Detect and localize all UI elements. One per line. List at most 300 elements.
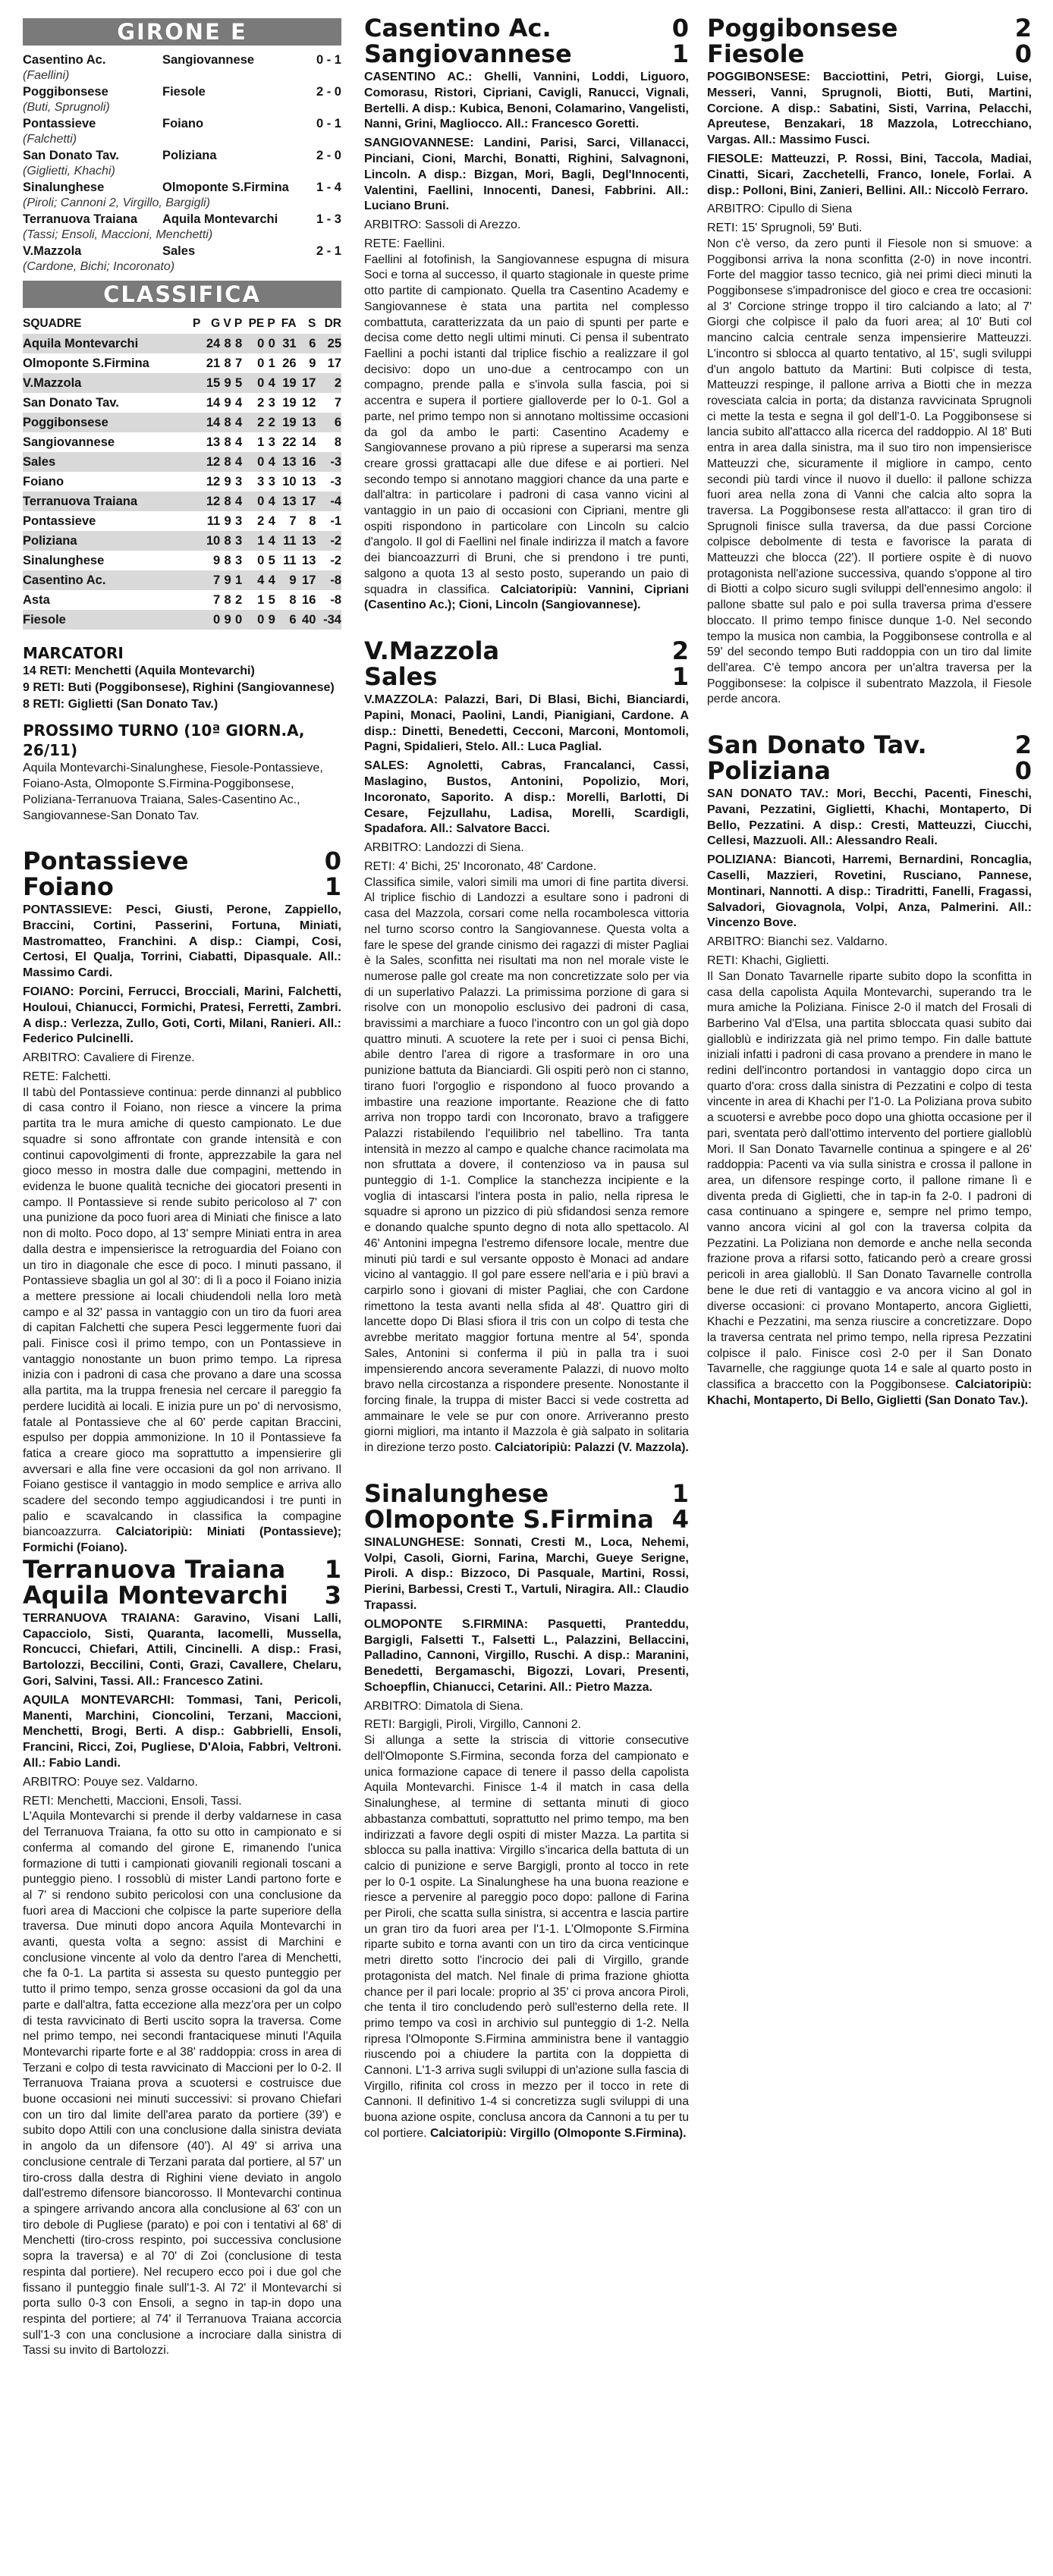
scorer-line: 14 RETI: Menchetti (Aquila Montevarchi) xyxy=(23,664,255,677)
lineup-home-players: Bacciottini, Petri, Giorgi, Luise, Messeri, Vanni, Sprugnoli, Biotti, Buti, Martini, Corcione. A disp.: Sabatini, Sisti, Varrina, Pelacchi, Apreutese, Benzakari, 18 Mazzola, Lotrecchiano, Vargas. All.: Massimo Fusci. xyxy=(707,71,1032,147)
result-scorers: (Falchetti) xyxy=(23,133,77,146)
standings-cell: 40 xyxy=(302,613,316,627)
standings-cell: 6 xyxy=(289,613,297,627)
lineup-away-team: FIESOLE: xyxy=(707,152,763,165)
standings-cell: 4 xyxy=(268,376,275,390)
result-row xyxy=(23,243,341,259)
standings-cell: -8 xyxy=(330,593,341,607)
standings-cell: 2 xyxy=(334,376,341,390)
best-players: Calciatoripiù: Miniati (Pontassieve); Formichi (Foiano). xyxy=(23,1525,342,1555)
standings-col-header: P xyxy=(234,317,243,330)
lineup-home xyxy=(23,1611,341,1690)
standings-cell: 3 xyxy=(268,396,275,410)
standings-cell: 8 xyxy=(334,435,341,449)
prossimo-text: Aquila Montevarchi-Sinalunghese, Fiesole-Pontassieve, Foiano-Asta, Olmoponte S.Firmina-Poggibonsese, Poliziana-Terranuova Traiana, Sales-Casentino Ac., Sangiovannese-San Donato Tav. xyxy=(23,762,323,822)
goals: RETI: Menchetti, Maccioni, Ensoli, Tassi. xyxy=(23,1794,242,1808)
referee: ARBITRO: Pouye sez. Valdarno. xyxy=(23,1775,198,1789)
standings-cell: 4 xyxy=(268,573,275,587)
standings-cell: 17 xyxy=(302,376,316,390)
result-scorers: (Tassi; Ensoli, Maccioni, Menchetti) xyxy=(23,228,213,241)
lineup-away-players: Landini, Parisi, Sarci, Villanacci, Pinciani, Cioni, Marchi, Bonatti, Righini, Salvagnoni, Lincoln. A disp.: Bizgan, Mori, Bagli, Degl'Innocenti, Valentini, Faellini, Innocenti, Danesi, Fabbrini. All.: Luciano Bruni. xyxy=(364,137,689,213)
away-score: 0 xyxy=(1014,756,1032,786)
standings-cell: 2 xyxy=(257,514,265,528)
home-team: San Donato Tav. xyxy=(707,730,927,760)
match-header-away xyxy=(364,661,689,691)
match-header-home xyxy=(707,15,1032,41)
away-score: 1 xyxy=(324,872,341,901)
result-row xyxy=(23,147,341,164)
standings-cell: 2 xyxy=(235,593,243,607)
standings-col-header: S xyxy=(308,317,316,330)
girone-header: GIRONE E xyxy=(23,18,341,46)
standings-cell: 4 xyxy=(268,514,275,528)
standings-cell: 3 xyxy=(268,435,275,449)
match-sinalunghese xyxy=(364,1478,690,2142)
lineup-home-team: CASENTINO AC.: xyxy=(364,71,473,83)
standings-cell: 8 xyxy=(224,554,231,567)
result-away: Aquila Montevarchi xyxy=(162,212,278,226)
standings-cell: 11 xyxy=(283,534,297,548)
standings-cell: 10 xyxy=(282,475,297,488)
standings-cell: -3 xyxy=(330,475,341,488)
match-poggibonsese xyxy=(707,15,1032,708)
lineup-away xyxy=(364,1617,689,1696)
standings-cell: 21 xyxy=(206,357,221,370)
match-report xyxy=(364,1733,689,2141)
result-row xyxy=(23,52,341,68)
standings-cell: 2 xyxy=(257,416,265,429)
column-left xyxy=(23,15,341,2359)
standings-cell: 4 xyxy=(268,455,275,469)
standings-cell: 11 xyxy=(206,514,221,528)
match-header-home xyxy=(23,1554,341,1584)
lineup-home xyxy=(364,1535,689,1614)
goals: RETI: Bargigli, Piroli, Virgillo, Cannoni 2. xyxy=(364,1718,582,1732)
standings-cell: 13 xyxy=(282,495,297,508)
result-score: 0 - 1 xyxy=(316,53,341,67)
match-header-home xyxy=(364,1478,689,1508)
match-sandonato xyxy=(707,732,1032,1409)
home-score: 0 xyxy=(324,847,341,875)
standings-cell: -4 xyxy=(330,495,341,508)
result-score: 0 - 1 xyxy=(316,117,341,130)
result-scorers: (Buti, Sprugnoli) xyxy=(23,101,110,114)
away-team: Sales xyxy=(364,661,438,691)
standings-row xyxy=(23,610,341,630)
standings-row xyxy=(23,353,341,373)
standings-cell: 1 xyxy=(257,593,265,607)
standings-cell: 14 xyxy=(302,435,316,449)
standings-cell: 24 xyxy=(206,337,221,350)
away-score: 1 xyxy=(671,661,689,691)
report-text: Classifica simile, valori simili ma umori di fine partita diversi. Al triplice fischio di Landozzi a esultare sono i padroni di casa del Mazzola, corsari come nella rocambolesca vittoria nel turno scorso contro la Sangiovannese. Questa volta a fare le spese del grande cinismo dei ragazzi di mister Pagliai è la Sales, sconfitta nei risultati ma non nel morale viste le numerose palle gol create ma non concretizzate solo per via di un superlativo Palazzi. La primissima porzione di gara si risolve con un monopolio esclusivo dei padroni di casa, bravissimi a marchiare a fuoco l'incontro con un gol già dopo quattro minuti. A scuotere la rete per i suoi ci pensa Bichi, abile dentro l'area di rigore a trasformare in oro una punizione battuta da Bianciardi. Gli ospiti però non ci stanno, tirano fuori l'orgoglio e rispondono al fuoco provando a imbastire una reazione importante. Reazione che di fatto arriva non troppo tardi con Incoronato, bravo a trafiggere Palazzi ristabilendo l'equilibrio nel tabellino. Tra tanta intensità in mezzo al campo e qualche chance racimolata ma non sfruttata a dovere, il contenzioso va in pausa sul punteggio di 1-1. Complice la stanchezza incipiente e la voglia di intascarsi l'intera posta in palio, nella ripresa le squadre si aprono un pizzico di più sfidandosi senza remore e donando qualche spunto degno di nota allo spettacolo. Al 46' Antonini impegna l'estremo difensore locale, mentre due minuti più tardi e sul versante opposto è Monaci ad andare vicino al vantaggio. Il gol pare essere nell'aria e i più bravi a carpirlo sono i giovani di mister Pagliai, che con Cardone rimettono la testa avanti nella sfida al 48'. Quattro giri di lancette dopo Di Blasi sfiora il tris con un colpo di testa che avrebbe meritato maggior fortuna mentre al 54', sponda Sales, Antonini si conferma il più in palla tra i suoi impensierendo ancora severamente Palazzi, di nuovo molto bravo nella circostanza a rispondere presente. Nonostante il forcing finale, la truppa di mister Bacci si vede costretta ad ammainare le vele se pur con onore. Arriveranno presto giorni migliori, ma intanto il Mazzola è già salpato in solitaria in direzione terzo posto. xyxy=(364,875,689,1455)
standings-cell: 19 xyxy=(282,416,297,429)
standings-team: Poliziana xyxy=(23,534,77,548)
standings-cell: 12 xyxy=(302,396,316,410)
standings-cell: 7 xyxy=(289,514,297,528)
best-players: Calciatoripiù: Virgillo (Olmoponte S.Firmina). xyxy=(429,2126,687,2140)
standings-cell: 8 xyxy=(235,337,243,350)
result-score: 1 - 4 xyxy=(316,181,341,194)
standings-cell: 0 xyxy=(257,376,265,390)
lineup-home xyxy=(364,693,689,756)
goals: RETI: 4' Bichi, 25' Incoronato, 48' Cardone. xyxy=(364,859,597,873)
home-score: 2 xyxy=(671,636,689,665)
report-text: Il tabù del Pontassieve continua: perde dinnanzi al pubblico di casa contro il Foiano, non riesce a vincere la prima partita tra le mura amiche di questo campionato. Le due squadre si sono affrontate con grande intensità e con continui capovolgimenti di fronte, apprezzabile la gara nel gioco messo in mostra dalle due compagini, mettendo in evidenza le buone qualità tecniche dei giocatori presenti in campo. Il Pontassieve si rende subito pericoloso al 7' con una punizione da poco fuori area di Miniati che finisce a lato non di molto. Poco dopo, al 13' sempre Miniati entra in area dalla destra e impensierisce la retroguardia del Foiano con un tiro in diagonale che esce di poco. I minuti passano, il Pontassieve sbaglia un gol al 30': di lì a poco il Foiano inizia a mettere pressione ai locali chiudendoli nella loro metà campo e al 32' passa in vantaggio con un tiro da fuori area di capitan Falchetti che supera Pesci leggermente fuori dai pali. Finisce così il primo tempo, con un Pontassieve in vantaggio nonostante un buon primo tempo. La ripresa inizia con i padroni di casa che provano a dare una scossa alla partita, ma la truppa frenesia nel cercare il pareggio fa perdere lucidità ai locali. E inizia pure un po' di nervosismo, fatale al Pontassieve che al 60' perde capitan Braccini, espulso per doppia ammonizione. In 10 il Pontassieve fa fatica a creare gioco ma soprattutto a impensierire gli avversari e alla fine vere occasioni da gol non arrivano. Il Foiano gestisce il vantaggio in modo semplice e arriva allo scadere del secondo tempo aggiudicandosi i tre punti in palio e scavalcando in classifica la compagine biancoazzurra. xyxy=(23,1085,341,1539)
lineup-away-players: Pasquetti, Pranteddu, Bargigli, Falsetti T., Falsetti L., Palazzini, Bellaccini, Palladino, Cannoni, Virgillo, Ruschi. A disp.: Maranini, Benedetti, Bergamaschi, Bigozzi, Lovari, Presenti, Schoepflin, Chianucci, Cetarini. All.: Pietro Mazza. xyxy=(364,1617,690,1694)
standings-cell: 4 xyxy=(235,455,243,469)
lineup-home xyxy=(23,903,341,982)
referee: ARBITRO: Dimatola di Siena. xyxy=(364,1699,523,1713)
away-score: 4 xyxy=(671,1504,689,1534)
prossimo-title: PROSSIMO TURNO (10ª GIORN.A, 26/11) xyxy=(23,721,305,759)
home-score: 2 xyxy=(1014,730,1032,760)
result-home: Pontassieve xyxy=(23,117,96,130)
standings-cell: 3 xyxy=(235,554,243,567)
standings-cell: 13 xyxy=(206,435,221,449)
standings-cell: 9 xyxy=(224,514,231,528)
standings-cell: 0 xyxy=(257,554,265,567)
standings-cell: 14 xyxy=(206,416,221,429)
standings-cell: 7 xyxy=(235,357,243,370)
lineup-away xyxy=(23,985,341,1048)
lineup-away xyxy=(707,853,1032,931)
match-header-away xyxy=(364,1506,689,1532)
standings-team: Casentino Ac. xyxy=(23,573,106,587)
standings-team: Poggibonsese xyxy=(23,416,108,429)
home-team: Terranuova Traiana xyxy=(23,1554,286,1584)
result-scorers: (Piroli; Cannoni 2, Virgillo, Bargigli) xyxy=(23,196,210,209)
result-away: Sangiovannese xyxy=(162,53,255,67)
home-team: V.Mazzola xyxy=(364,636,500,665)
match-header-away xyxy=(707,41,1032,67)
column-middle xyxy=(364,15,689,2142)
standings-cell: 1 xyxy=(257,435,265,449)
standings-cell: 4 xyxy=(235,435,243,449)
standings-cell: 0 xyxy=(257,613,265,627)
result-scorers: (Giglietti, Khachi) xyxy=(23,165,115,177)
standings-row xyxy=(23,551,341,570)
match-header-away xyxy=(23,874,341,900)
standings-cell: 3 xyxy=(257,475,265,488)
result-score: 1 - 3 xyxy=(316,212,341,226)
standings-cell: 0 xyxy=(212,613,221,627)
standings-cell: 9 xyxy=(268,613,275,627)
match-header-home xyxy=(23,848,341,874)
standings-cell: 9 xyxy=(212,554,221,567)
standings-col-header: DR xyxy=(324,317,341,330)
report-text: L'Aquila Montevarchi si prende il derby valdarnese in casa del Terranuova Traiana, fa otto su otto in campionato e si conferma al comando del girone E, rimanendo l'unica formazione di tutti i campionati giovanili regionali toscani a punteggio pieno. I rossoblù di mister Landi partono forte e al 7' si rendono subito pericolosi con una conclusione da fuori area di Maccioni che colpisce la parte superiore della traversa. Due minuti dopo ancora Aquila Montevarchi in avanti, questa volta a segno: assist di Marchini e conclusione vincente al volo da dentro l'area di Menchetti, che fa 0-1. La partita si assesta su questo punteggio per tutto il primo tempo, senza grosse occasioni da gol da una parte e dall'altra, fatta eccezione alla mezz'ora per un colpo di testa ravvicinato di Berti uscito sopra la traversa. Come nel primo tempo, nei secondi frantaciquese minuti l'Aquila Montevarchi riparte forte e al 38' raddoppia: cross in area di Terzani e colpo di testa ravvicinato di Maccioni per lo 0-2. Il Terranuova Traiana prova a scuotersi e costruisce due buone occasioni nei minuti successivi: si provano Chiefari con un tiro dal limite dell'area parato da portiere (39') e subito dopo Attili con una conclusione dalla sinistra deviata in angolo da un difensore (40'). Al 49' si arriva una conclusione centrale di Terzani parata dal portiere, al 57' un tiro-cross dalla destra di Righini viene deviato in angolo dall'estremo difensore biancorosso. Il Montevarchi continua a spingere arrivando ancora alla conclusione al 63' con un tiro debole di Pugliese (parato) e poi con i tentativi al 68' di Menchetti (tiro-cross respinto, poi successiva conclusione sopra la traversa) e al 70' di Zoi (conclusione di testa respinta dal portiere). Nel recupero ecco poi i due gol che fissano il punteggio finale sull'1-3. Al 72' il Montevarchi si porta sullo 0-3 con Ensoli, a segno in tap-in dopo una respinta del portiere; al 74' il Terranuova Traiana accorcia sull'1-3 con una conclusione a incrociare dalla sinistra di Tassi su invito di Bartolozzi. xyxy=(23,1810,341,2358)
standings-cell: 17 xyxy=(302,573,316,587)
standings-cell: 31 xyxy=(282,337,297,350)
standings-team: Sales xyxy=(23,455,56,469)
standings-cell: 13 xyxy=(302,475,316,488)
away-team: Sangiovannese xyxy=(364,39,572,68)
away-team: Poliziana xyxy=(707,756,831,786)
home-team: Casentino Ac. xyxy=(364,14,552,42)
home-team: Pontassieve xyxy=(23,847,189,875)
lineup-home xyxy=(707,787,1032,850)
standings-cell: 25 xyxy=(327,337,341,350)
home-score: 1 xyxy=(324,1554,341,1584)
standings-cell: 16 xyxy=(302,593,316,607)
referee: ARBITRO: Cipullo di Siena xyxy=(707,203,853,216)
best-players: Calciatoripiù: Vannini, Cipriani (Casentino Ac.); Cioni, Lincoln (Sangiovannese). xyxy=(364,583,689,612)
standings-cell: 1 xyxy=(257,534,265,548)
result-home: Casentino Ac. xyxy=(23,53,106,67)
lineup-home-team: SINALUNGHESE: xyxy=(364,1535,465,1549)
match-header-away xyxy=(707,758,1032,784)
standings-row xyxy=(23,393,341,413)
standings-row xyxy=(23,373,341,393)
standings-cell: 7 xyxy=(334,396,341,410)
report-text: Non c'è verso, da zero punti il Fiesole non si smuove: a Poggibonsi arriva la nona sconfitta (2-0) in nove incontri. Forte del maggior tasso tecnico, già nei primi dieci minuti la Poggibonsese s'impadronisce del gioco e crea tre occasioni: al 3' Corcione stringe troppo il tiro calciando a lato; al 7' Giorgi che colpisce il palo da fuori area; al 10' Buti col mancino calcia centrale senza impensierire Matteuzzi. L'incontro si sblocca al quarto tentativo, al 15', sugli sviluppi d'un angolo battuto da Martini: Buti colpisce di testa, Matteuzzi respinge, il pallone arriva a Biotti che in mezza rovesciata calcia in porta; da distanza ravvicinata Sprugnoli ci mette la testa e segna il gol dell'1-0. La Poggibonsese si lancia subito all'attacco alla ricerca del raddoppio. Al 18' Buti entra in area dalla sinistra, ma il suo tiro non impensierisce Matteuzzi che, sicuramente il migliore in campo, cento secondi più tardi vince il nuovo il duello: il pallone schizza fuori area nella zona di Vanni che calcia alto sopra la traversa. La Poggibonsese resta all'attacco: il gran tiro di Sprugnoli finisce sulla traversa, da due passi Corcione colpisce debolmente di testa e favorisce la parata di Matteuzzi che blocca (22'). Il portiere ospite è di nuovo protagonista nell'azione successiva, quando s'oppone al tiro di Biotti a colpo sicuro sugli sviluppi dell'ennesimo angolo: il pallone sbatte sul palo e poi sulla traversa prima d'essere bloccato. Il primo tempo finisce dunque 1-0. Nel secondo tempo la musica non cambia, la Poggibonsese controlla e al 59' del secondo tempo Buti raddoppia con un tiro dal limite dell'area. C'è tempo ancora per un'altra traversa per la Poggibonsese: la colpisce il subentrato Mazzola, il Fiesole perde ancora. xyxy=(707,237,1032,706)
best-players: Calciatoripiù: Palazzi (V. Mazzola). xyxy=(495,1441,689,1455)
result-home: Sinalunghese xyxy=(23,181,105,194)
result-home: V.Mazzola xyxy=(23,244,82,258)
report-text: Il San Donato Tavarnelle riparte subito dopo la sconfitta in casa della capolista Aquila Montevarchi, superando tra le mura amiche la Poliziana. Finisce 2-0 il match del Frosali di Barberino Val d'Elsa, una partita sbloccata quasi subito dai gialloblù e indirizzata già nel primo tempo. Fin dalle battute iniziali infatti i padroni di casa provano a prendere in mano le redini dell'incontro portandosi in vantaggio dopo circa un quarto d'ora: cross dalla sinistra di Pezzatini e colpo di testa vincente in area di Khachi per l'1-0. La Poliziana prova subito a scuotersi e avrebbe poco dopo una ghiotta occasione per il pari, sventata però dall'ottimo intervento del portiere gialloblù Mori. Il San Donato Tavarnelle continua a spingere e al 26' raddoppia: Pacenti va via sulla sinistra e crossa il pallone in area, un difensore respinge corto, il pallone rimane lì e diventa preda di Giglietti, che in tap-in fa 2-0. I padroni di casa continuano a spingere e, sempre nel primo tempo, vanno ancora vicini al gol con la traversa colpita da Pezzatini. La Poliziana non demorde e anche nella seconda frazione prova a rifarsi sotto, faticando però a creare grossi pericoli in area gialloblù. Il San Donato Tavarnelle controlla bene le due reti di vantaggio e va ancora vicino al gol in diverse occasioni: ci provano Montaperto, ancora Giglietti, Khachi e Pezzatini, ma senza riuscire a concretizzare. Dopo la traversa centrata nel primo tempo, nella ripresa Pezzatini colpisce il palo. Finisce così 2-0 per il San Donato Tavarnelle, che raggiunge quota 14 e sale al quarto posto in classifica a braccetto con la Poggibonsese. xyxy=(707,969,1032,1392)
standings-row xyxy=(23,570,341,590)
match-casentino xyxy=(364,15,689,614)
standings-cell: 7 xyxy=(212,573,221,587)
lineup-home-players: Garavino, Visani Lalli, Capacciolo, Sisti, Quaranta, Iacomelli, Mussella, Roncucci, Chiefari, Attili, Cincinelli. A disp.: Frasi, Bartolozzi, Beccilini, Conti, Grazi, Cavallere, Chelaru, Gori, Salvini, Tassi. All.: Francesco Zatini. xyxy=(23,1611,341,1689)
lineup-away-team: SANGIOVANNESE: xyxy=(364,137,474,150)
standings-cell: 4 xyxy=(235,495,243,508)
standings-cell: 0 xyxy=(257,357,265,370)
standings-cell: 4 xyxy=(268,495,275,508)
match-report xyxy=(364,253,689,614)
standings-cell: 8 xyxy=(224,455,231,469)
result-row xyxy=(23,179,341,196)
standings-cell: -3 xyxy=(330,455,341,469)
standings-cell: 19 xyxy=(282,396,297,410)
lineup-home-players: Ghelli, Vannini, Loddi, Liguoro, Comorasu, Ristori, Cipriani, Cavigli, Ranucci, Vignali, Bertelli. A disp.: Kubica, Benoni, Colamarino, Vangelisti, Nanni, Grini, Magliocco. All.: Francesco Goretti. xyxy=(364,71,689,131)
standings-row xyxy=(23,413,341,432)
match-pontassieve xyxy=(23,848,341,1557)
standings-cell: 16 xyxy=(302,455,316,469)
standings-team: Terranuova Traiana xyxy=(23,495,138,508)
lineup-home-players: Mori, Becchi, Pacenti, Fineschi, Pavani, Pezzatini, Giglietti, Khachi, Montaperto, Di Bello, Pezzatini. A disp.: Cresti, Matteuzzi, Ciucchi, Cellesi, Mazzuoli. All.: Alessandro Reali. xyxy=(707,787,1032,848)
away-team: Foiano xyxy=(23,872,114,901)
lineup-away xyxy=(707,152,1032,199)
standings-cell: 0 xyxy=(268,337,275,350)
standings-cell: 0 xyxy=(257,337,265,350)
lineup-away-team: POLIZIANA: xyxy=(707,853,777,867)
match-mazzola xyxy=(364,638,689,1456)
standings-cell: 22 xyxy=(282,435,297,449)
standings-cell: 9 xyxy=(289,573,297,587)
standings-cell: 9 xyxy=(224,475,231,488)
match-header-home xyxy=(364,15,689,41)
standings-cell: 8 xyxy=(224,435,231,449)
standings-row xyxy=(23,511,341,531)
standings-col-header: PE xyxy=(248,317,265,330)
away-score: 3 xyxy=(324,1580,341,1610)
results-list xyxy=(23,52,341,275)
home-score: 1 xyxy=(671,1478,689,1508)
away-score: 0 xyxy=(1014,39,1032,68)
standings-cell: 13 xyxy=(302,416,316,429)
standings-team: Sangiovannese xyxy=(23,435,115,449)
standings-cell: 17 xyxy=(302,495,316,508)
standings-cell: 0 xyxy=(257,495,265,508)
standings-team: Fiesole xyxy=(23,613,66,627)
match-terranuova xyxy=(23,1554,341,2359)
goals: RETI: Khachi, Giglietti. xyxy=(707,954,829,968)
lineup-home-team: PONTASSIEVE: xyxy=(23,903,112,916)
standings-cell: 6 xyxy=(309,337,316,350)
standings-cell: 9 xyxy=(224,396,231,410)
standings-col-header: V xyxy=(223,317,231,330)
lineup-home-team: V.MAZZOLA: xyxy=(364,693,438,706)
standings-cell: 3 xyxy=(235,475,243,488)
match-header-away xyxy=(23,1582,341,1608)
lineup-away-players: Tommasi, Tani, Pericoli, Manenti, Marchini, Cioncolini, Terzani, Maccioni, Menchetti, Brogi, Berti. A disp.: Gabbrielli, Ensoli, Francini, Ricci, Zoi, Pugliese, D'Aloia, Fabbri, Veltroni. All.: Fabio Landi. xyxy=(23,1693,341,1770)
standings-team: San Donato Tav. xyxy=(23,396,119,410)
home-score: 2 xyxy=(1014,14,1032,42)
result-away: Olmoponte S.Firmina xyxy=(162,181,289,194)
standings-cell: -2 xyxy=(330,534,341,548)
lineup-home-players: Sonnati, Cresti M., Loca, Nehemi, Volpi, Casoli, Giorni, Farina, Marchi, Gueye Serigne, Piroli. A disp.: Bizzoco, Di Pasquale, Martini, Rossi, Pierini, Barbessi, Cresti T., Vartuli, Niragira. All.: Claudio Trapassi. xyxy=(364,1535,689,1612)
standings-col-header: G xyxy=(211,317,221,330)
standings-cell: 26 xyxy=(282,357,297,370)
match-header-home xyxy=(707,732,1032,758)
standings-team: V.Mazzola xyxy=(23,376,82,390)
goals: RETE: Falchetti. xyxy=(23,1070,112,1083)
lineup-home-team: POGGIBONSESE: xyxy=(707,71,811,83)
standings-cell: 8 xyxy=(224,495,231,508)
standings-cell: 12 xyxy=(206,475,221,488)
match-report xyxy=(23,1809,341,2359)
away-team: Aquila Montevarchi xyxy=(23,1580,288,1610)
result-scorers: (Cardone, Bichi; Incoronato) xyxy=(23,260,175,273)
goals: RETE: Faellini. xyxy=(364,237,445,250)
result-away: Foiano xyxy=(162,117,204,130)
standings-cell: 4 xyxy=(268,534,275,548)
standings-cell: 5 xyxy=(268,593,275,607)
standings-cell: 2 xyxy=(257,396,265,410)
standings-row xyxy=(23,334,341,353)
standings-cell: 17 xyxy=(327,357,341,370)
lineup-home-team: TERRANUOVA TRAIANA: xyxy=(23,1611,181,1625)
result-home: San Donato Tav. xyxy=(23,149,119,162)
result-row xyxy=(23,211,341,228)
result-away: Sales xyxy=(162,244,196,258)
result-scorers: (Faellini) xyxy=(23,69,70,82)
away-score: 1 xyxy=(671,39,689,68)
match-report xyxy=(707,237,1032,708)
match-header-home xyxy=(364,638,689,664)
standings-cell: 12 xyxy=(206,455,221,469)
lineup-away-players: Biancoti, Harremi, Bernardini, Roncaglia, Caselli, Mazzieri, Rovetini, Rusciano, Pannese, Montinari, Nannotti. A disp.: Tiradritti, Fanelli, Fragassi, Salvadori, Giovagnola, Volpi, Anza, Palmerini. All.: Vincenzo Bove. xyxy=(707,853,1032,930)
lineup-home-players: Pesci, Giusti, Perone, Zappiello, Braccini, Cortini, Passerini, Fortuna, Miniati, Mastromatteo, Franchini. A disp.: Ciampi, Cosi, Certosi, El Qualja, Torrini, Ciabatti, Dipasquale. All.: Massimo Cardi. xyxy=(23,903,342,980)
lineup-away xyxy=(364,136,689,215)
top-scorers xyxy=(23,663,341,713)
standings-row xyxy=(23,590,341,610)
standings-cell: 14 xyxy=(206,396,221,410)
standings-cell: 8 xyxy=(224,416,231,429)
referee: ARBITRO: Sassoli di Arezzo. xyxy=(364,218,521,232)
away-team: Fiesole xyxy=(707,39,805,68)
away-team: Olmoponte S.Firmina xyxy=(364,1504,654,1534)
referee: ARBITRO: Cavaliere di Firenze. xyxy=(23,1051,195,1065)
result-score: 2 - 0 xyxy=(316,85,341,99)
lineup-away xyxy=(364,759,689,837)
standings-cell: 9 xyxy=(309,357,316,370)
result-row xyxy=(23,83,341,100)
standings-cell: 1 xyxy=(268,357,275,370)
standings-team: Asta xyxy=(23,593,50,607)
lineup-away-players: Agnoletti, Cabras, Francalanci, Cassi, Maslagino, Bustos, Antonini, Popolizio, Mori, Incoronato, Saporito. A disp.: Morelli, Barlotti, Di Cesare, Fejzullahu, Ladisa, Morelli, Scardigli, Spadafora. All.: Salvatore Bacci. xyxy=(364,759,689,836)
result-score: 2 - 1 xyxy=(316,244,341,258)
standings-cell: 7 xyxy=(212,593,221,607)
result-home: Terranuova Traiana xyxy=(23,212,138,226)
goals: RETI: 15' Sprugnoli, 59' Buti. xyxy=(707,221,863,235)
standings-cell: 3 xyxy=(268,475,275,488)
standings-col-header: P xyxy=(193,317,201,330)
standings-cell: 1 xyxy=(235,573,243,587)
lineup-away-players: Porcini, Ferrucci, Brocciali, Marini, Falchetti, Houloui, Chianucci, Formichi, Pratesi, Ferretti, Zambri. A disp.: Verlezza, Zullo, Goti, Corti, Milani, Ranieri. All.: Federico Pulcinelli. xyxy=(23,985,342,1046)
result-score: 2 - 0 xyxy=(316,149,341,162)
standings-cell: 13 xyxy=(302,534,316,548)
standings-col-header: P xyxy=(267,317,275,330)
standings-cell: 5 xyxy=(268,554,275,567)
lineup-home-team: SAN DONATO TAV.: xyxy=(707,787,829,801)
match-report xyxy=(23,1085,341,1557)
standings-cell: 13 xyxy=(302,554,316,567)
result-away: Poliziana xyxy=(162,149,217,162)
standings-cell: 4 xyxy=(235,396,243,410)
standings-row xyxy=(23,472,341,492)
lineup-away-players: Matteuzzi, P. Rossi, Bini, Taccola, Madiai, Cinatti, Sicari, Zacchetelli, Franco, Ionele, Forlai. A disp.: Polloni, Bini, Zanieri, Bellini. All.: Niccolò Ferraro. xyxy=(707,152,1032,197)
standings-cell: 8 xyxy=(224,593,231,607)
standings-cell: 8 xyxy=(224,337,231,350)
lineup-home xyxy=(364,70,689,133)
match-report xyxy=(707,969,1032,1409)
standings-team: Olmoponte S.Firmina xyxy=(23,357,149,370)
lineup-away-team: SALES: xyxy=(364,759,409,773)
lineup-away-team: OLMOPONTE S.FIRMINA: xyxy=(364,1617,529,1631)
referee: ARBITRO: Landozzi di Siena. xyxy=(364,841,524,855)
standings-team: Aquila Montevarchi xyxy=(23,337,139,350)
standings-cell: 8 xyxy=(224,534,231,548)
standings-cell: 9 xyxy=(224,613,231,627)
standings-cell: 3 xyxy=(235,534,243,548)
home-team: Poggibonsese xyxy=(707,14,898,42)
standings-team: Foiano xyxy=(23,475,64,488)
standings-cell: 3 xyxy=(235,514,243,528)
column-right xyxy=(707,15,1032,1409)
match-report xyxy=(364,875,689,1456)
home-score: 0 xyxy=(671,14,689,42)
standings-cell: 10 xyxy=(206,534,221,548)
standings-cell: 9 xyxy=(224,376,231,390)
standings-cell: -1 xyxy=(330,514,341,528)
standings-cell: 8 xyxy=(309,514,316,528)
lineup-home-players: Palazzi, Bari, Di Blasi, Bichi, Bianciardi, Papini, Monaci, Paolini, Landi, Pianigiani, Cardone. A disp.: Dinetti, Benedetti, Cecconi, Marconi, Montomoli, Pagni, Spidalieri, Stelo. All.: Luca Paglial. xyxy=(364,693,690,754)
standings-cell: 8 xyxy=(224,357,231,370)
standings-cell: 4 xyxy=(257,573,265,587)
result-home: Poggibonsese xyxy=(23,85,108,99)
standings-row xyxy=(23,531,341,551)
match-header-away xyxy=(364,41,689,67)
standings-cell: 13 xyxy=(282,455,297,469)
standings-cell: 4 xyxy=(235,416,243,429)
standings-cell: 12 xyxy=(206,495,221,508)
standings-cell: -2 xyxy=(330,554,341,567)
result-away: Fiesole xyxy=(162,85,206,99)
standings-team: Sinalunghese xyxy=(23,554,105,567)
